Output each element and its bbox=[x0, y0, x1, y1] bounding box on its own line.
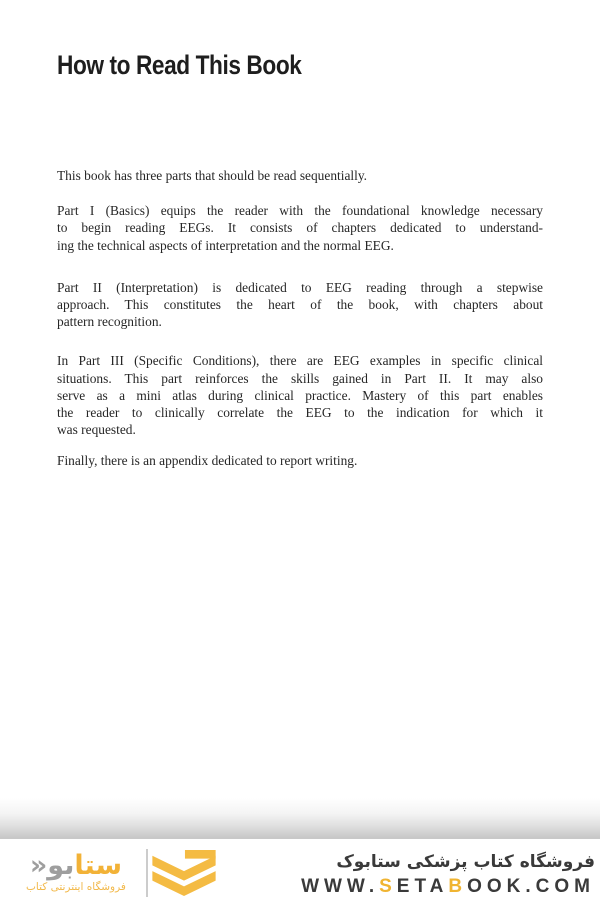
text-line: the reader to clinically correlate the EEG to the indication for which it bbox=[57, 405, 543, 421]
text-line: Part I (Basics) equips the reader with the foundational knowledge necessary bbox=[57, 203, 543, 219]
store-url-text bbox=[301, 877, 595, 897]
page-bottom-shadow bbox=[0, 798, 600, 839]
logo-wordmark bbox=[26, 852, 126, 880]
text-line: This book has three parts that should be read sequentially. bbox=[57, 168, 368, 183]
text-line: In Part III (Specific Conditions), there are EEG examples in specific clinical bbox=[57, 353, 543, 369]
store-logo bbox=[26, 849, 216, 897]
url-segment: OOK.COM bbox=[467, 876, 595, 897]
logo-divider bbox=[146, 849, 148, 897]
text-line: to begin reading EEGs. It consists of chapters dedicated to understand- bbox=[57, 220, 543, 236]
store-name-text: فروشگاه کتاب پزشکی ستابوک bbox=[336, 852, 595, 872]
body-text bbox=[57, 167, 543, 469]
setabook-chevron-icon bbox=[152, 850, 216, 896]
text-line: Part II (Interpretation) is dedicated to EEG reading through a stepwise bbox=[57, 279, 543, 295]
store-text-block bbox=[301, 849, 595, 897]
text-line: was requested. bbox=[57, 422, 136, 438]
page-title: How to Read This Book bbox=[57, 50, 302, 80]
text-line: ing the technical aspects of interpretation and the normal EEG. bbox=[57, 237, 394, 253]
text-line: serve as a mini atlas during clinical practice. Mastery of this part enables bbox=[57, 387, 543, 403]
wordmark-primary: ستا bbox=[74, 850, 123, 881]
double-angle-icon: « bbox=[29, 850, 48, 881]
paragraph-closing bbox=[57, 452, 543, 469]
url-segment: B bbox=[448, 876, 468, 897]
logo-text-block bbox=[26, 852, 126, 894]
url-segment: WWW. bbox=[301, 876, 380, 897]
text-line: Finally, there is an appendix dedicated to report writing. bbox=[57, 452, 358, 468]
text-line: situations. This part reinforces the skills gained in Part II. It may also bbox=[57, 370, 543, 386]
text-line: approach. This constitutes the heart of the book, with chapters about bbox=[57, 297, 543, 313]
wordmark-secondary: بو bbox=[47, 850, 75, 881]
store-banner bbox=[0, 839, 600, 907]
url-segment: S bbox=[379, 876, 397, 897]
url-segment: ETA bbox=[396, 876, 449, 897]
text-line: pattern recognition. bbox=[57, 314, 162, 330]
paragraph-intro bbox=[57, 167, 543, 184]
logo-tagline: فروشگاه اینترنتی کتاب bbox=[26, 881, 126, 893]
